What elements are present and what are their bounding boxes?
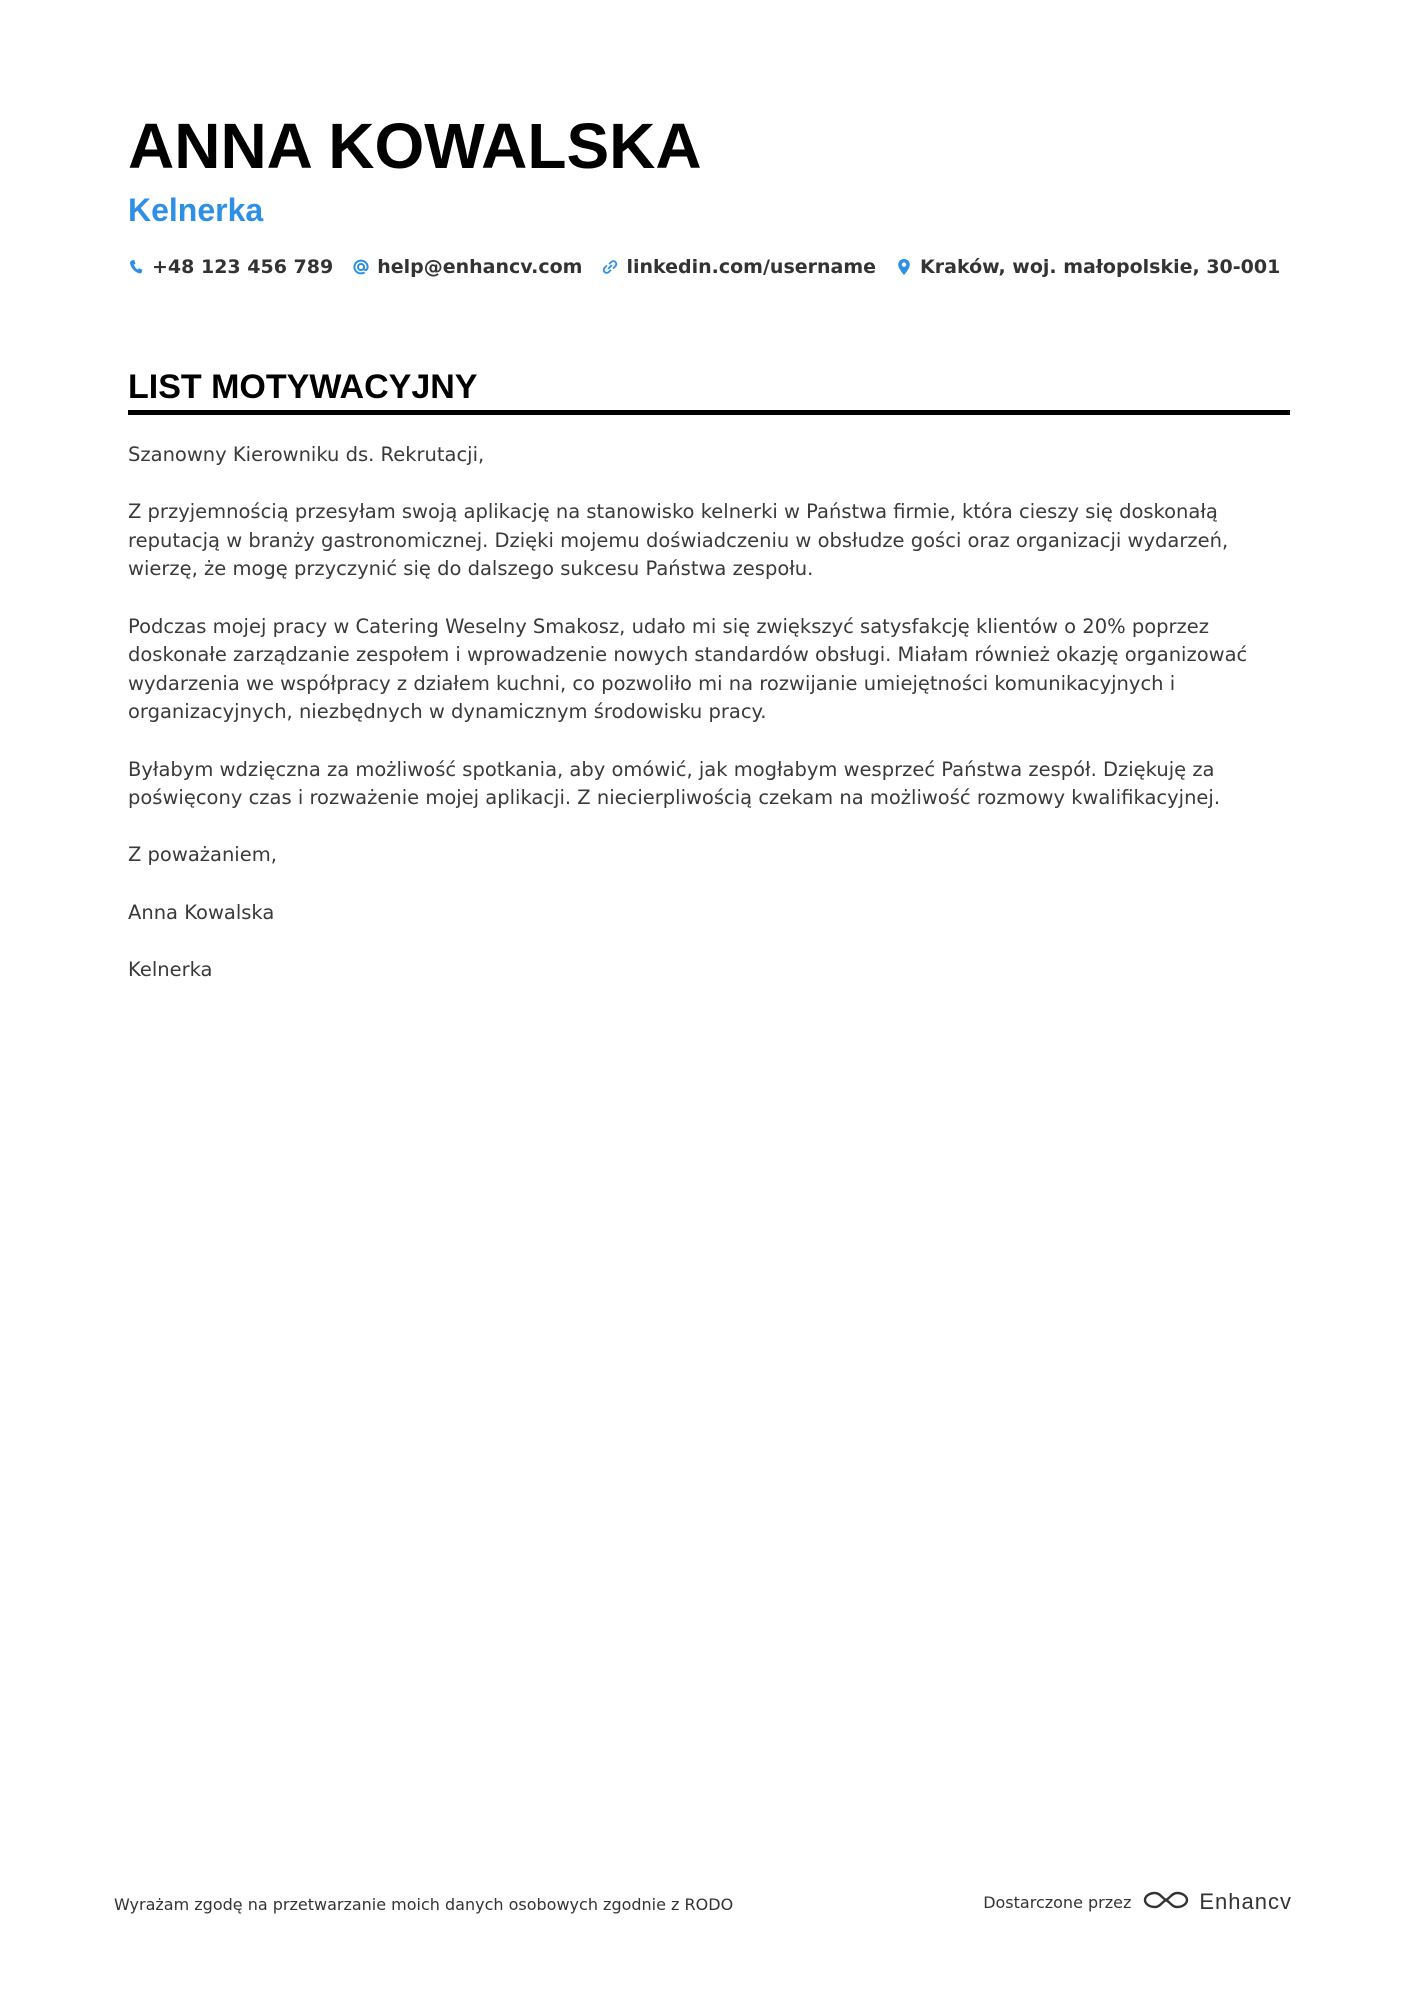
letter-paragraph: Podczas mojej pracy w Catering Weselny Smakosz, udało mi się zwiększyć satysfakcję klientów o 20% poprzez doskonałe zarządzanie zespołem i wprowadzenie nowych standardów obsługi. Miałam również okazję organizować wydarzenia we współpracy z działem kuchni, co pozwoliło mi na rozwijanie umiejętności komunikacyjnych i organizacyjnych, niezbędnych w dynamicznym środowisku pracy. (128, 614, 1248, 724)
location-pin-icon (896, 257, 912, 277)
link-icon (602, 257, 618, 277)
provided-by-label: Dostarczone przez (983, 1892, 1132, 1912)
candidate-role: Kelnerka (128, 192, 264, 228)
letter-paragraph: Byłabym wdzięczna za możliwość spotkania, aby omówić, jak mogłabym wesprzeć Państwa zespół. Dziękuję za poświęcony czas i rozważenie mojej aplikacji. Z niecierpliwością czekam na możliwość rozmowy kwalifikacyjnej. (128, 757, 1221, 810)
consent-note: Wyrażam zgodę na przetwarzanie moich danych osobowych zgodnie z RODO (114, 1895, 734, 1914)
section-title: LIST MOTYWACYJNY (128, 368, 478, 406)
contact-phone (128, 256, 333, 278)
phone-text: +48 123 456 789 (152, 256, 334, 278)
provided-by (983, 1888, 1292, 1916)
letter-greeting: Szanowny Kierowniku ds. Rekrutacji, (128, 443, 485, 466)
candidate-name: ANNA KOWALSKA (128, 110, 702, 182)
enhancv-logo-icon (1143, 1888, 1189, 1916)
linkedin-text[interactable]: linkedin.com/username (626, 256, 877, 278)
contact-linkedin (602, 256, 876, 278)
brand-name: Enhancv (1199, 1889, 1292, 1914)
contact-email (353, 256, 582, 278)
contact-location (896, 256, 1280, 278)
location-text: Kraków, woj. małopolskie, 30-001 (920, 256, 1281, 278)
letter-paragraph: Z przyjemnością przesyłam swoją aplikację na stanowisko kelnerki w Państwa firmie, która cieszy się doskonałą reputacją w branży gastronomicznej. Dzięki mojemu doświadczeniu w obsłudze gości oraz organizacji wydarzeń, wierzę, że mogę przyczynić się do dalszego sukcesu Państwa zespołu. (128, 500, 1229, 581)
phone-icon (128, 257, 144, 277)
contact-info (128, 252, 1280, 282)
brand-link[interactable] (1143, 1888, 1292, 1916)
email-text[interactable]: help@enhancv.com (377, 256, 583, 278)
at-sign-icon (353, 257, 369, 277)
signature-role: Kelnerka (128, 957, 213, 981)
section-divider (128, 410, 1290, 415)
signature-name: Anna Kowalska (128, 900, 275, 924)
letter-closing: Z poważaniem, (128, 843, 277, 867)
letter-body (128, 441, 1290, 1013)
